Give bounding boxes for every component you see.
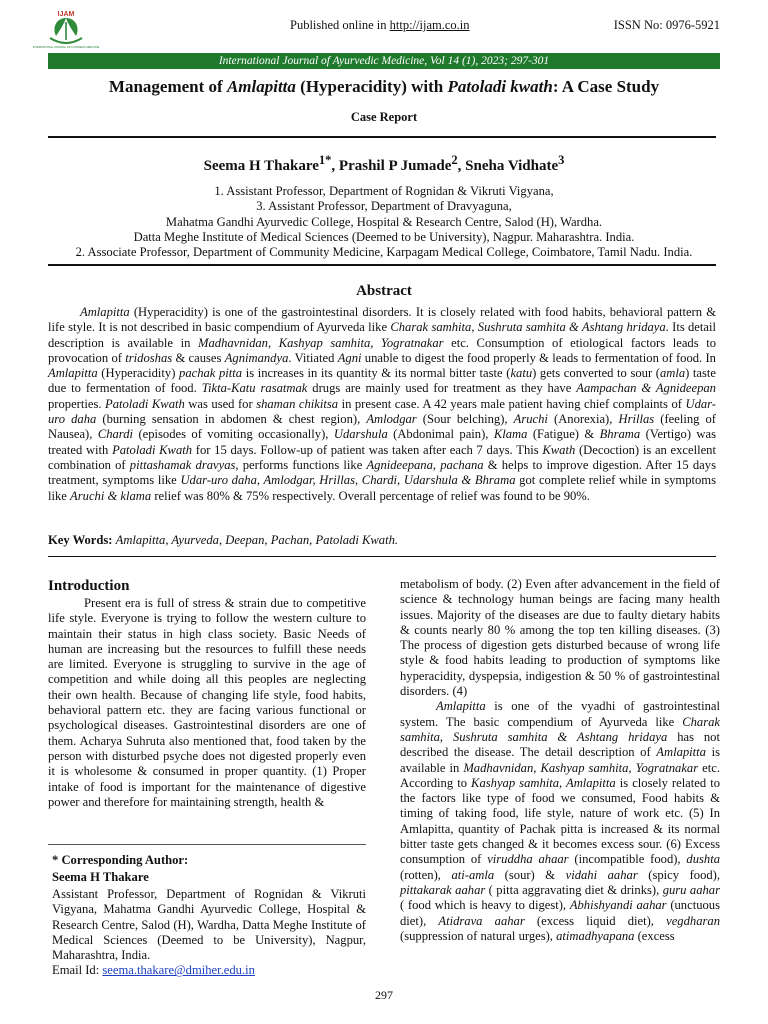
intro-column-left: Present era is full of stress & strain due to competitive life style. Everyone is trying to follow the western culture to maintain their status in high class society. Basic Needs of human are increasing but the resources to fulfill these needs are limited. Everyone is struggling to survive in the age of competition and while doing all this peoples are neglecting their own health. Because of changing life style, food habits, behavioral pattern etc. they are facing various functional or psychological diseases. Gastrointestinal disorders are one of them. Acharya Suhruta also mentioned that, food taken by the person with disturbed psyche does not digested properly even it is wholesome & consumed in proper quantity. (1) Proper intake of food is important for the maintenance of digestive power and therefore for maintaining strength, health &: [48, 596, 366, 809]
text-segment: (spicy food),: [637, 867, 721, 882]
abstract-segment: properties.: [48, 396, 106, 411]
text-segment: (excess liquid diet),: [524, 913, 667, 928]
abstract-segment: for 15 days. Follow-up of patient was taken after each 7 days. This: [192, 442, 543, 457]
paragraph: [400, 699, 720, 944]
abstract-segment: Amlapitta: [48, 366, 98, 381]
abstract-segment: Patoladi Kwath: [112, 442, 193, 457]
journal-link[interactable]: http://ijam.co.in: [389, 18, 470, 32]
text-segment: vidahi aahar: [565, 867, 638, 882]
abstract-segment: (burning sensation in abdomen & chest region),: [96, 412, 367, 427]
text-segment: viruddha ahaar: [487, 852, 569, 867]
abstract-segment: etc. Consumption of etiological factors leads to provocation of: [48, 335, 716, 365]
journal-logo: [32, 8, 100, 50]
abstract-segment: Kwath: [542, 442, 576, 457]
text-segment: Atidrava aahar: [438, 913, 525, 928]
abstract-segment: Madhavnidan, Kashyap samhita, Yogratnakar: [198, 335, 444, 350]
title-part: : A Case Study: [552, 77, 660, 96]
text-segment: pittakarak aahar: [400, 882, 486, 897]
abstract-segment: Agnideepana, pachana: [366, 457, 484, 472]
text-segment: Abhishyandi aahar: [569, 898, 667, 913]
logo-caption: INTERNATIONAL JOURNAL OF AYURVEDIC MEDICINE: [32, 46, 100, 49]
affiliation-line: 1. Assistant Professor, Department of Rognidan & Vikruti Vigyana,: [214, 184, 554, 198]
text-segment: Amlapitta: [656, 745, 706, 760]
abstract-segment: Klama: [493, 427, 528, 442]
abstract-text: [48, 305, 716, 504]
text-segment: etc. According to: [400, 760, 720, 790]
intro-column-right: [400, 577, 720, 944]
abstract-segment: tridoshas: [125, 350, 173, 365]
abstract-segment: Hrillas: [618, 412, 655, 427]
author-name: Sneha Vidhate: [465, 158, 559, 174]
text-segment: has not described the disease. The detail description of: [400, 729, 720, 760]
abstract-segment: drugs are mainly used for treatment as they have: [307, 381, 577, 396]
abstract-segment: relief was 80% & 75% respectively. Overall percentage of relief was found to be 90%.: [151, 488, 590, 503]
abstract-segment: Chardi: [97, 427, 134, 442]
abstract-segment: katu: [510, 366, 533, 381]
abstract-segment: Amlodgar: [366, 412, 417, 427]
text-segment: ( pitta aggravating diet & drinks),: [485, 882, 663, 897]
divider: [48, 556, 716, 557]
abstract-segment: & causes: [172, 350, 225, 365]
page-number: 297: [375, 988, 393, 1002]
abstract-segment: Agni: [337, 350, 362, 365]
title-part: Amlapitta: [226, 77, 296, 96]
email-link[interactable]: seema.thakare@dmiher.edu.in: [102, 963, 255, 978]
abstract-segment: (Vertigo) was treated with: [48, 427, 717, 457]
author-sup: 1*: [318, 153, 332, 167]
corresponding-author-name: Seema H Thakare: [52, 870, 149, 884]
section-heading-introduction: Introduction: [48, 578, 130, 594]
text-segment: Madhavnidan, Kashyap samhita, Yogratnakar: [463, 760, 699, 775]
author-list: Seema H Thakare$^{1*}$, Prashil P Jumade$^2$, Sneha Vidhate$^3$: [203, 153, 565, 174]
abstract-segment: (Anorexia),: [547, 412, 619, 427]
author-sup: 2: [451, 153, 458, 167]
text-segment: is one of the vyadhi of gastrointestinal system. The basic compendium of Ayurveda like: [400, 699, 720, 729]
author-name: Seema H Thakare: [203, 158, 319, 174]
text-segment: ati-amla: [451, 867, 495, 882]
text-segment: ( food which is heavy to digest),: [400, 898, 570, 913]
corresponding-author-address: [52, 887, 366, 979]
abstract-segment: Aruchi: [513, 412, 548, 427]
abstract-segment: Udar-uro daha, Amlodgar, Hrillas, Chardi, Udarshula & Bhrama: [180, 473, 516, 488]
abstract-segment: & helps to improve digestion. After 15 days treatment, symptoms like: [48, 457, 716, 488]
abstract-segment: (Fatigue) &: [527, 427, 600, 442]
email-label: Email Id:: [52, 963, 103, 978]
text-segment: atimadhyapana: [556, 928, 635, 943]
affiliation-line: 2. Associate Professor, Department of Community Medicine, Karpagam Medical College, Coimbatore, Tamil Nadu. India.: [75, 245, 693, 260]
keywords-value: Amlapitta, Ayurveda, Deepan, Pachan, Patoladi Kwath.: [115, 533, 399, 547]
abstract-segment: in present case. A 42 years male patient having chief complaints of: [338, 396, 686, 411]
abstract-segment: . Its detail description is available in: [48, 320, 716, 350]
divider: [48, 136, 716, 138]
affiliations: [48, 184, 720, 260]
abstract-segment: unable to digest the food properly & leads to fermentation of food. In: [361, 350, 716, 365]
published-prefix: Published online in: [290, 18, 390, 32]
text-segment: (unctuous diet),: [400, 898, 720, 928]
title-part: Patoladi kwath: [447, 77, 553, 96]
corresponding-author-box: [48, 844, 366, 977]
abstract-segment: . Vitiated: [288, 350, 338, 365]
text-segment: Charak samhita, Sushruta samhita & Ashtang hridaya: [400, 714, 720, 744]
logo-letters: IJAM: [57, 11, 75, 18]
abstract-segment: pittashamak dravyas: [129, 457, 236, 472]
logo-leaves-icon: [50, 18, 82, 43]
abstract-segment: (Hyperacidity): [97, 366, 180, 381]
abstract-segment: (Decoction) is an excellent combination of: [48, 442, 716, 472]
abstract-segment: was used for: [184, 396, 257, 411]
article-title: [48, 77, 720, 97]
abstract-segment: got complete relief while in symptoms like: [48, 473, 716, 503]
text-segment: (rotten),: [400, 867, 452, 882]
author-sup: 3: [558, 153, 565, 167]
abstract-segment: Charak samhita, Sushruta samhita & Ashtang hridaya: [390, 320, 666, 335]
title-part: Management of: [108, 77, 227, 96]
affiliation-line: Mahatma Gandhi Ayurvedic College, Hospital & Research Centre, Salod (H), Wardha.: [165, 214, 603, 229]
text-segment: (sour) &: [494, 867, 566, 882]
affiliation-line: Datta Meghe Institute of Medical Sciences (Deemed to be University), Nagpur. Maharashtra. India.: [133, 229, 635, 244]
abstract-segment: Amlapitta: [80, 305, 130, 319]
keywords: [48, 533, 716, 548]
abstract-segment: ) taste due to fermentation of food.: [48, 366, 716, 396]
text-segment: (suppression of natural urges),: [400, 928, 557, 943]
abstract-segment: amla: [659, 366, 686, 381]
abstract-segment: (feeling of Nausea),: [48, 412, 716, 442]
abstract-segment: Aruchi & klama: [70, 488, 152, 503]
published-online: [290, 18, 470, 33]
abstract-segment: Bhrama: [599, 427, 641, 442]
abstract-segment: Tikta-Katu rasatmak: [201, 381, 308, 396]
abstract-segment: ) gets converted to sour (: [532, 366, 660, 381]
text-segment: is available in: [400, 745, 720, 775]
author-name: Prashil P Jumade: [338, 158, 452, 174]
issn: ISSN No: 0976-5921: [613, 18, 720, 32]
abstract-segment: Aampachan & Agnideepan: [576, 381, 716, 396]
abstract-segment: Udar-uro daha: [48, 396, 716, 427]
affiliation-line: 3. Assistant Professor, Department of Dravyaguna,: [256, 199, 512, 214]
abstract-segment: Agnimandya: [224, 350, 289, 365]
text-segment: dushta: [686, 852, 720, 867]
abstract-segment: pachak pitta: [179, 366, 243, 381]
abstract-segment: Patoladi Kwath: [105, 396, 185, 411]
abstract-segment: is increases in its quantity & its normal bitter taste (: [242, 366, 511, 381]
abstract-segment: shaman chikitsa: [256, 396, 339, 411]
corresponding-author-heading: * Corresponding Author:: [52, 853, 189, 867]
abstract-segment: , performs functions like: [235, 457, 367, 472]
abstract-segment: (Sour belching),: [416, 412, 514, 427]
article-type: Case Report: [350, 110, 418, 124]
text-segment: Kashyap samhita, Amlapitta: [471, 775, 616, 790]
abstract-segment: Udarshula: [333, 427, 388, 442]
text-segment: is closely related to the factors like type of food we consumed, Food habits & timing of taking food, life style, nature of work etc. (5) In Amlapitta, quantity of Pachak pitta is increased & its normal bitter taste gets changed & it becomes excess sour. (6) Excess consumption of: [400, 775, 721, 867]
address-text: Assistant Professor, Department of Rognidan & Vikruti Vigyana, Mahatma Gandhi Ayurvedic College, Hospital & Research Centre, Salod (H), Wardha, Datta Meghe Institute of Medical Sciences (Deemed to be University), Nagpur, Maharashtra, India.: [52, 887, 366, 963]
divider: [48, 264, 716, 266]
abstract-segment: (episodes of vomiting occasionally),: [133, 427, 334, 442]
abstract-segment: (Abdonimal pain),: [387, 427, 494, 442]
paragraph: metabolism of body. (2) Even after advancement in the field of science & technology human beings are facing many health issues. Majority of the diseases are due to faulty dietary habits & counts nearly 80 % among the top ten killing diseases. (3) The process of digestion gets disturbed because of wrong life style & food habits leading to production of symptoms like hyperacidity, dyspepsia, indigestion & 50 % of gastrointestinal disorders. (4): [400, 577, 720, 699]
abstract-segment: (Hyperacidity) is one of the gastrointestinal disorders. It is closely related with food habits, behavioral pattern & life style. It is not described in basic compendium of Ayurveda like: [48, 305, 716, 335]
text-segment: vegdharan: [666, 913, 720, 928]
text-segment: guru aahar: [662, 882, 720, 897]
text-segment: (excess: [634, 928, 675, 943]
text-segment: (incompatible food),: [568, 852, 687, 867]
abstract-heading: Abstract: [356, 283, 412, 299]
title-part: (Hyperacidity) with: [295, 77, 448, 96]
keywords-label: Key Words:: [48, 533, 116, 547]
journal-banner: International Journal of Ayurvedic Medicine, Vol 14 (1), 2023; 297-301: [48, 53, 720, 69]
text-segment: Amlapitta: [436, 699, 486, 714]
